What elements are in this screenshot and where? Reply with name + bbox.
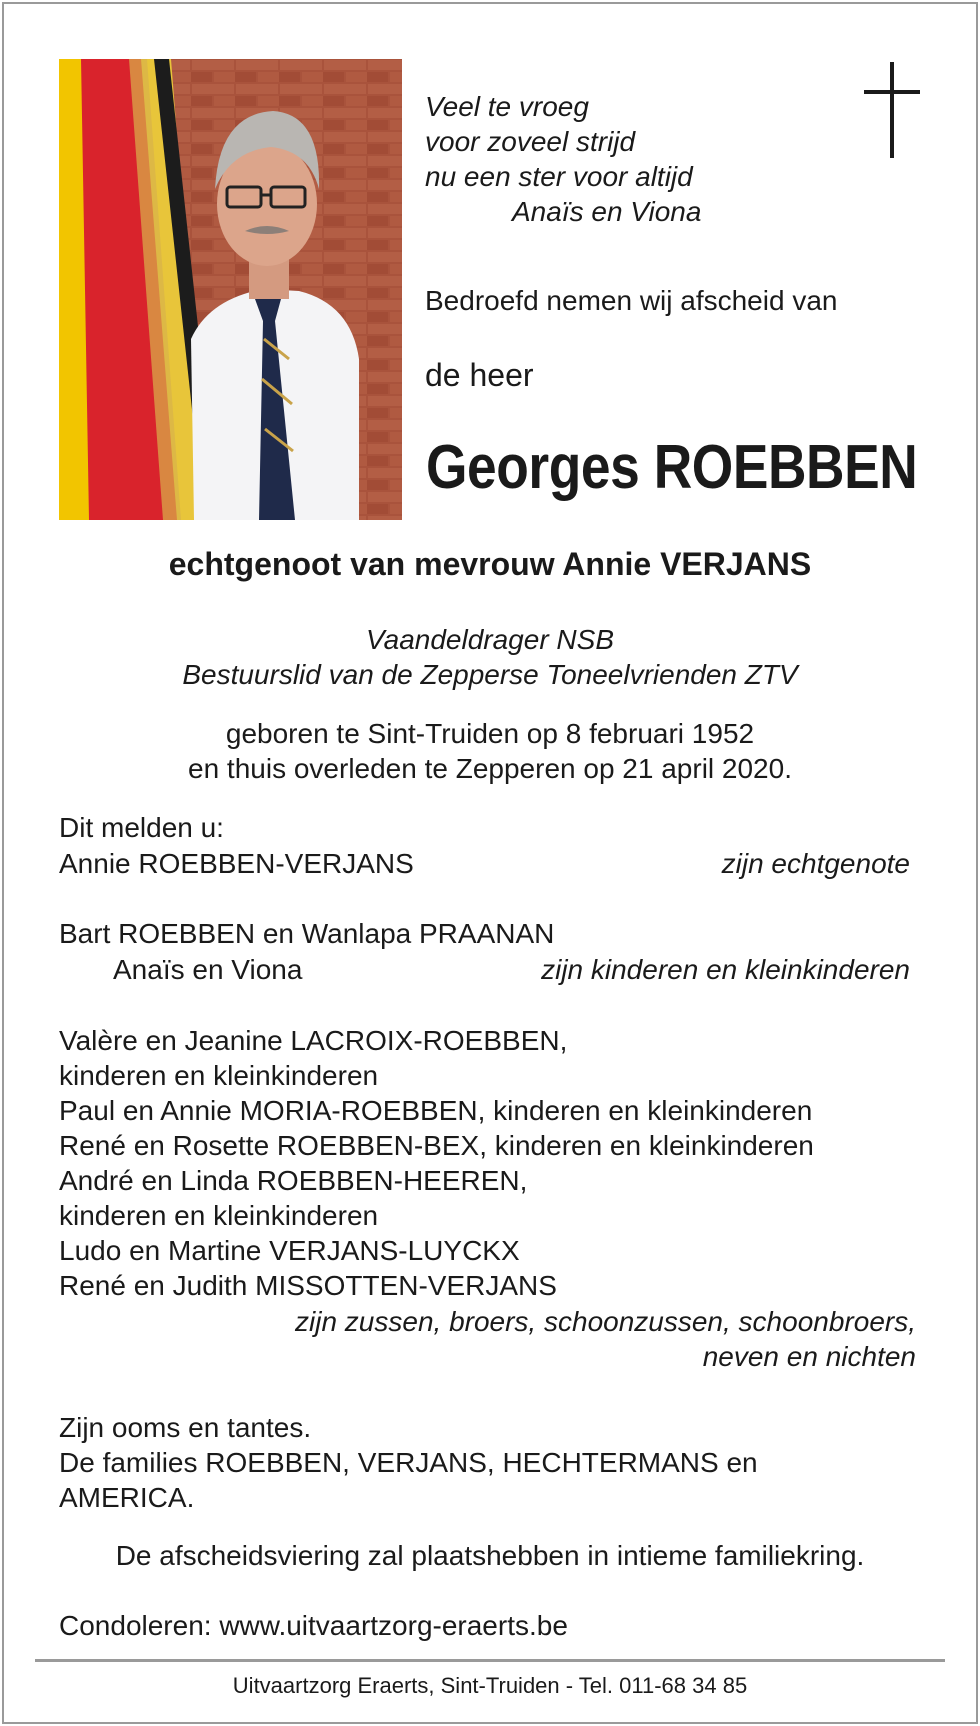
intro-text: Bedroefd nemen wij afscheid van	[425, 285, 838, 316]
motto-line-2: voor zoveel strijd	[425, 126, 636, 157]
deceased-name: Georges ROEBBEN	[426, 433, 918, 502]
motto-line-3: nu een ster voor altijd	[425, 161, 693, 192]
birth-date-line: geboren te Sint-Truiden op 8 februari 1952	[225, 718, 755, 749]
children-relation: zijn kinderen en kleinkinderen	[541, 954, 910, 985]
children-line-1: Bart ROEBBEN en Wanlapa PRAANAN	[59, 918, 555, 949]
extended-family-line: Zijn ooms en tantes.	[59, 1412, 312, 1443]
extended-family-line: AMERICA.	[59, 1482, 195, 1513]
sibling-line: André en Linda ROEBBEN-HEEREN,	[59, 1165, 528, 1196]
motto-signature: Anaïs en Viona	[512, 196, 702, 227]
sibling-line: kinderen en kleinkinderen	[59, 1200, 379, 1231]
spouse-name: Annie ROEBBEN-VERJANS	[59, 848, 414, 879]
cross-icon	[864, 62, 920, 158]
extended-family-line: De families ROEBBEN, VERJANS, HECHTERMANS en	[59, 1447, 758, 1478]
sibling-line: René en Rosette ROEBBEN-BEX, kinderen en kleinkinderen	[59, 1130, 814, 1161]
portrait-illustration	[59, 59, 402, 520]
death-date-line: en thuis overleden te Zepperen op 21 april 2020.	[188, 753, 792, 784]
mourners-heading: Dit melden u:	[59, 812, 224, 843]
siblings-relation-1: zijn zussen, broers, schoonzussen, schoonbroers,	[295, 1306, 916, 1337]
sibling-line: René en Judith MISSOTTEN-VERJANS	[59, 1270, 557, 1301]
children-line-2: Anaïs en Viona	[113, 954, 303, 985]
ceremony-note: De afscheidsviering zal plaatshebben in intieme familiekring.	[115, 1540, 865, 1571]
sibling-line: kinderen en kleinkinderen	[59, 1060, 379, 1091]
role-2: Bestuurslid van de Zepperse Toneelvrienden ZTV	[182, 659, 798, 690]
spouse-relation: zijn echtgenote	[721, 848, 910, 879]
role-1: Vaandeldrager NSB	[365, 624, 614, 655]
condolences-link[interactable]: Condoleren: www.uitvaartzorg-eraerts.be	[59, 1610, 568, 1641]
sibling-line: Paul en Annie MORIA-ROEBBEN, kinderen en kleinkinderen	[59, 1095, 813, 1126]
spouse-line: echtgenoot van mevrouw Annie VERJANS	[168, 546, 812, 582]
portrait-photo	[59, 59, 402, 520]
footer-text: Uitvaartzorg Eraerts, Sint-Truiden - Tel. 011-68 34 85	[232, 1673, 748, 1698]
honorific: de heer	[425, 357, 534, 393]
sibling-line: Ludo en Martine VERJANS-LUYCKX	[59, 1235, 520, 1266]
siblings-relation-2: neven en nichten	[702, 1341, 916, 1372]
footer-divider	[35, 1659, 945, 1662]
sibling-line: Valère en Jeanine LACROIX-ROEBBEN,	[59, 1025, 568, 1056]
motto-line-1: Veel te vroeg	[425, 91, 589, 122]
